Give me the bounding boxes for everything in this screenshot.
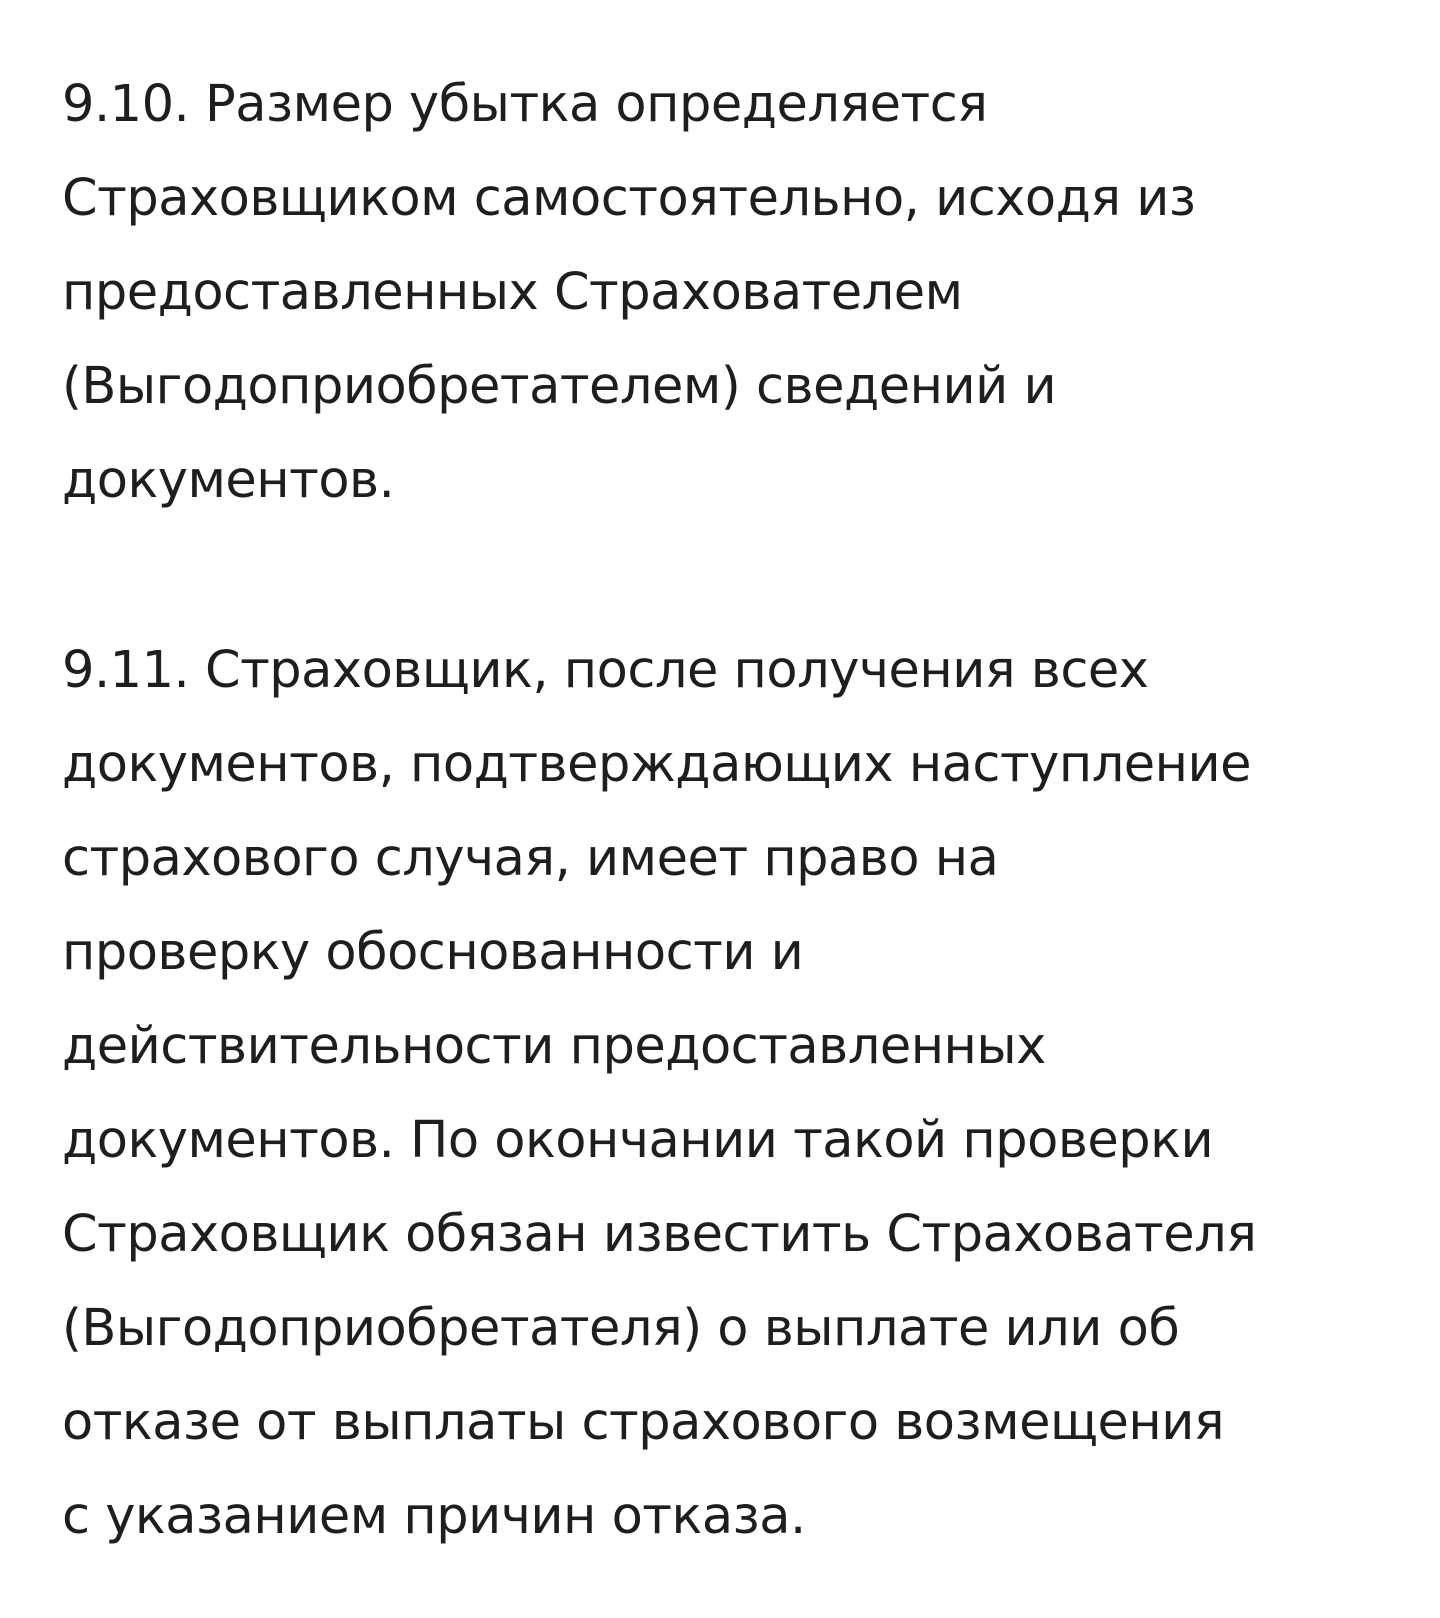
text-line: документов. По окончании такой проверки [62, 1111, 1214, 1170]
text-line: (Выгодоприобретателем) сведений и [62, 357, 1057, 416]
text-line: Страховщиком самостоятельно, исходя из [62, 169, 1196, 228]
text-line: 9.10. Размер убытка определяется [62, 75, 988, 134]
text-line: страхового случая, имеет право на [62, 829, 999, 888]
document-body [62, 58, 1392, 1564]
text-line: Страховщик обязан известить Страхователя [62, 1205, 1257, 1264]
text-line: предоставленных Страхователем [62, 263, 963, 322]
text-line: 9.11. Страховщик, после получения всех [62, 641, 1149, 700]
paragraph-9-11 [62, 624, 1392, 1564]
paragraph-9-10 [62, 58, 1392, 528]
text-line: документов. [62, 451, 395, 510]
paragraph-spacer [62, 528, 1392, 624]
text-line: (Выгодоприобретателя) о выплате или об [62, 1299, 1180, 1358]
text-line: проверку обоснованности и [62, 923, 804, 982]
text-line: документов, подтверждающих наступление [62, 735, 1252, 794]
text-line: с указанием причин отказа. [62, 1487, 806, 1546]
text-line: отказе от выплаты страхового возмещения [62, 1393, 1225, 1452]
text-line: действительности предоставленных [62, 1017, 1046, 1076]
